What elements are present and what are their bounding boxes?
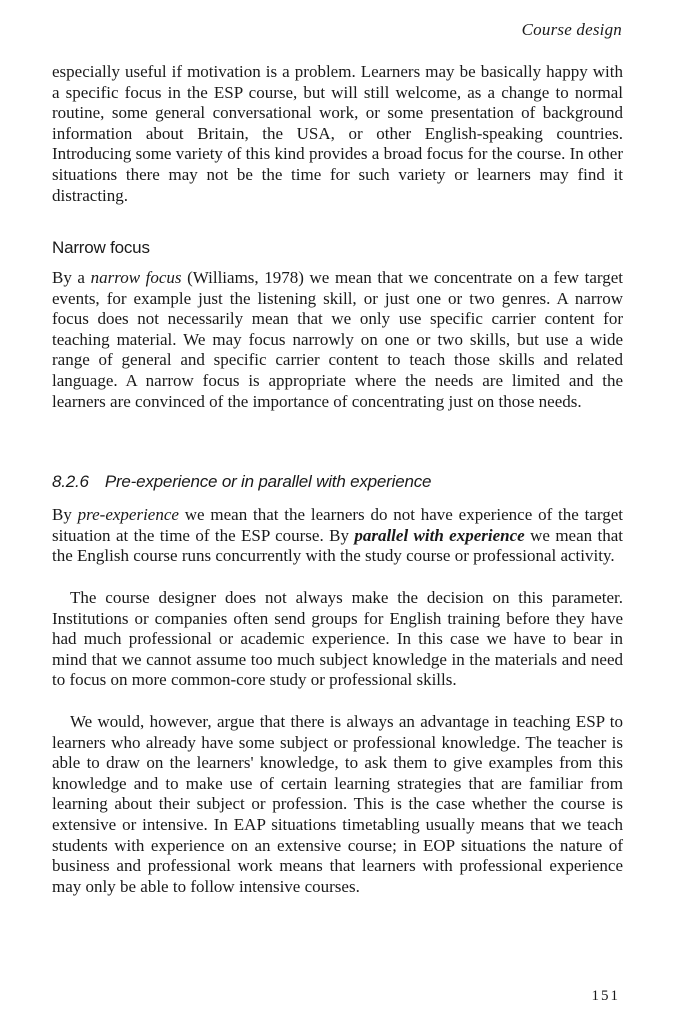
section-p1-end: we mean that the English course runs concurrently with the study course or professional activity. [52, 525, 624, 566]
section-heading [52, 472, 431, 492]
section-paragraph-1 [52, 505, 623, 567]
narrow-focus-term: narrow focus [90, 268, 182, 287]
section-paragraph-3: We would, however, argue that there is always an advantage in teaching ESP to learners who already have some subject or professional knowledge. The teacher is able to draw on the learners' knowledge, to ask them to give examples from this knowledge and to make use of certain learning strategies that are familiar from learning about their subject or profession. This is the case whether the course is extensive or intensive. In EAP situations timetabling usually means that we teach students with experience on an extensive course; in EOP situations the nature of business and professional work means that learners with professional experience may only be able to follow intensive courses. [52, 712, 623, 896]
narrow-focus-heading: Narrow focus [52, 238, 150, 257]
section-p1-mid: we mean that the learners do not have experience of the target situation at the time of the ESP course. By [52, 505, 623, 545]
intro-paragraph: especially useful if motivation is a problem. Learners may be basically happy with a specific focus in the ESP course, but will still welcome, as a change to normal routine, some general conversational work, or some presentation of background information about Britain, the USA, or other English-speaking countries. Introducing some variety of this kind provides a broad focus for the course. In other situations there may not be the time for such variety or learners may find it distracting. [52, 62, 623, 205]
parallel-experience-term: parallel with experience [354, 525, 525, 545]
section-p1-start: By [52, 505, 78, 524]
narrow-focus-paragraph [52, 268, 623, 412]
page-number: 151 [591, 988, 620, 1004]
running-head: Course design [521, 20, 622, 39]
section-title: Pre-experience or in parallel with experience [104, 472, 432, 491]
narrow-focus-text-start: By a [52, 268, 91, 287]
pre-experience-term: pre-experience [77, 505, 179, 524]
narrow-focus-text-rest: (Williams, 1978) we mean that we concentrate on a few target events, for example just the listening skill, or just one or two genres. A narrow focus does not necessarily mean that we only use specific carrier content for teaching material. We may focus narrowly on one or two skills, but use a wide range of general and specific carrier content to teach those skills and related language. A narrow focus is appropriate where the needs are limited and the learners are convinced of the importance of concentrating just on those needs. [52, 268, 624, 411]
section-number: 8.2.6 [52, 472, 89, 491]
section-paragraph-2: The course designer does not always make the decision on this parameter. Institutions or companies often send groups for English training before they have had much professional or academic experience. In this case we have to bear in mind that we cannot assume too much subject knowledge in the materials and need to focus on more common-core study or professional skills. [52, 588, 623, 690]
